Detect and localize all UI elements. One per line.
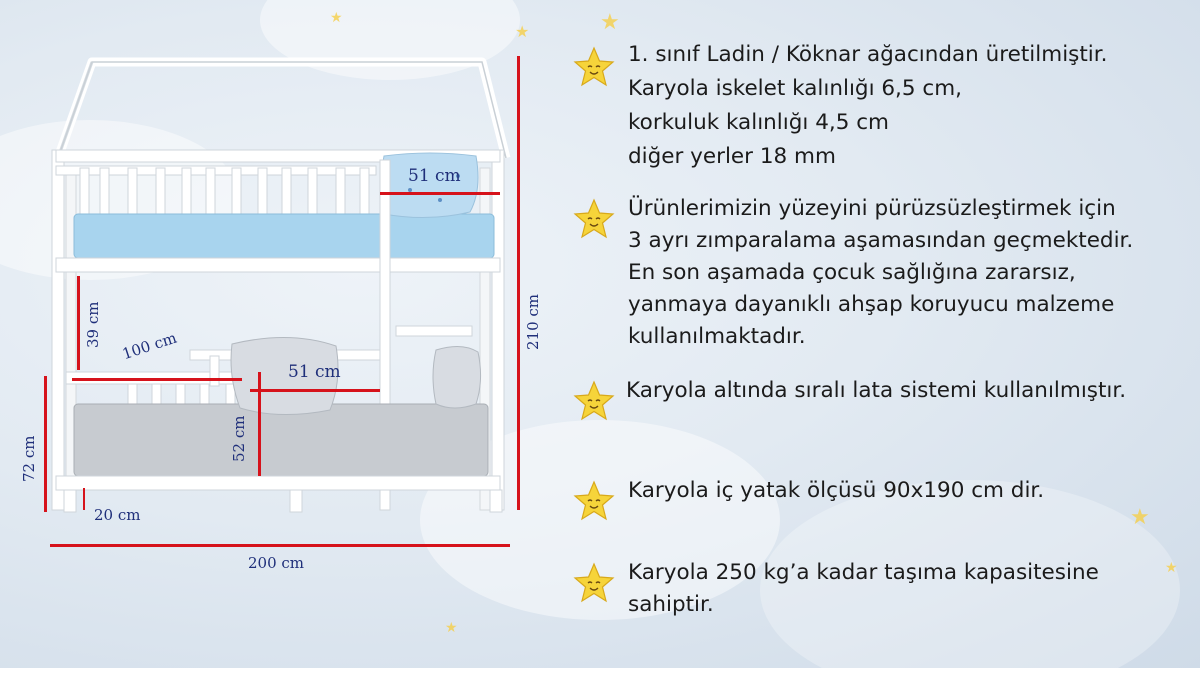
background-star-icon: ★ xyxy=(330,10,343,26)
dimension-line-width xyxy=(50,544,510,547)
feature-line: Karyola 250 kg’a kadar taşıma kapasitesine xyxy=(628,560,1099,585)
feature-line: Karyola iç yatak ölçüsü 90x190 cm dir. xyxy=(628,478,1045,503)
feature-line: En son aşamada çocuk sağlığına zararsız, xyxy=(628,260,1076,285)
background-star-icon: ★ xyxy=(1165,560,1178,576)
bunk-bed-illustration xyxy=(0,0,560,600)
dimension-line-leg xyxy=(83,488,85,510)
background-star-icon: ★ xyxy=(445,620,458,636)
smiling-star-icon xyxy=(572,562,616,606)
feature-line: korkuluk kalınlığı 4,5 cm xyxy=(628,110,889,135)
smiling-star-icon xyxy=(572,46,616,90)
dimension-label-opening: 100 cm xyxy=(120,328,179,364)
dimension-line-total-height xyxy=(517,56,520,510)
feature-line: Karyola iskelet kalınlığı 6,5 cm, xyxy=(628,76,962,101)
background-star-icon: ★ xyxy=(600,10,620,35)
smiling-star-icon xyxy=(572,380,616,424)
feature-line: diğer yerler 18 mm xyxy=(628,144,836,169)
dimension-label-bottom-height: 72 cm xyxy=(20,435,38,482)
feature-line: 1. sınıf Ladin / Köknar ağacından üretilmiştir. xyxy=(628,42,1108,67)
feature-line: yanmaya dayanıklı ahşap koruyucu malzeme xyxy=(628,292,1115,317)
background-star-icon: ★ xyxy=(515,22,530,41)
dimension-label-upper-gap: 39 cm xyxy=(84,301,102,348)
feature-line: 3 ayrı zımparalama aşamasından geçmektedir. xyxy=(628,228,1134,253)
dimension-label-top-guard: 51 cm xyxy=(408,166,461,186)
dimension-label-lower-rail: 52 cm xyxy=(230,415,248,462)
background-cloud xyxy=(760,480,1180,700)
feature-line: kullanılmaktadır. xyxy=(628,324,806,349)
background-star-icon: ★ xyxy=(1130,505,1150,530)
dimension-line-top-guard xyxy=(380,192,500,195)
dimension-line-upper-gap xyxy=(77,276,80,370)
dimension-label-width: 200 cm xyxy=(248,554,305,572)
smiling-star-icon xyxy=(572,480,616,524)
dimension-label-total-height: 210 cm xyxy=(524,293,542,350)
feature-line: sahiptir. xyxy=(628,592,714,617)
smiling-star-icon xyxy=(572,198,616,242)
dimension-label-lower-guard: 51 cm xyxy=(288,362,341,382)
dimension-line-lower-guard xyxy=(250,389,380,392)
dimension-label-leg: 20 cm xyxy=(94,506,141,524)
dimension-line-lower-rail xyxy=(258,372,261,476)
feature-line: Ürünlerimizin yüzeyini pürüzsüzleştirmek için xyxy=(628,196,1116,221)
dimension-line-bottom-height xyxy=(44,376,47,512)
feature-line: Karyola altında sıralı lata sistemi kullanılmıştır. xyxy=(626,378,1127,403)
dimension-line-opening xyxy=(72,378,242,381)
